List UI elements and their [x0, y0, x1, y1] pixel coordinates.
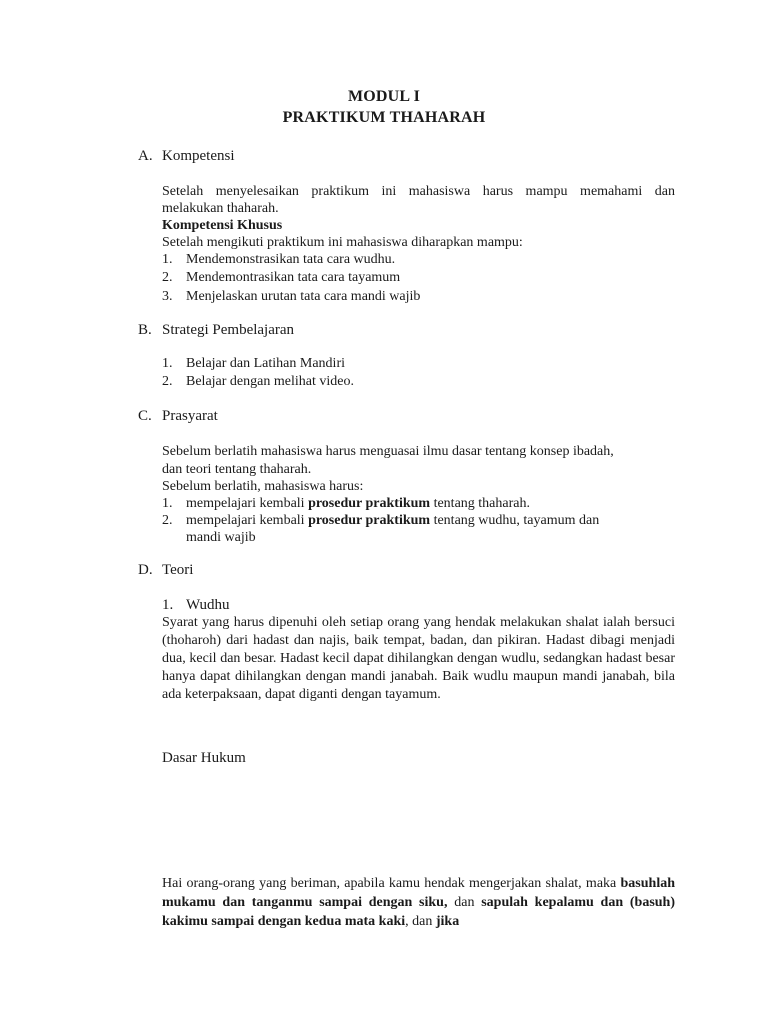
list-item: Mendemontrasikan tata cara tayamum — [186, 270, 401, 285]
kompetensi-khusus-heading: Kompetensi Khusus — [162, 218, 283, 233]
list-item-number: 2. — [162, 513, 173, 528]
translation-emphasis: basuhlah mukamu dan tanganmu sampai dengan siku, — [162, 876, 675, 910]
list-item-number: 2. — [162, 374, 173, 389]
section-c-title: Prasyarat — [162, 408, 218, 424]
section-d-title: Teori — [162, 562, 194, 578]
list-item-number: 1. — [162, 356, 173, 371]
list-item-text: tentang wudhu, tayamum dan — [430, 513, 600, 528]
section-b-number: B. — [138, 322, 152, 338]
list-item-emphasis: prosedur praktikum — [308, 496, 431, 511]
wudhu-paragraph: Syarat yang harus dipenuhi oleh setiap orang yang hendak melakukan shalat ialah bersuci (thoharoh) dari hadast dan najis, baik tempat, badan, dan pikiran. Hadast dibagi menjadi dua, kecil dan besar. Hadast kecil dapat dihilangkan dengan wudlu, sedangkan hadast besar hanya dapat dihilangkan dengan mandi janabah. Baik wudlu maupun mandi janabah, bila ada keterpaksaan, dapat diganti dengan tayamum. — [162, 615, 675, 702]
kompetensi-khusus-intro: Setelah mengikuti praktikum ini mahasiswa diharapkan mampu: — [162, 235, 523, 250]
translation-text: dan — [447, 895, 482, 910]
list-item: Belajar dan Latihan Mandiri — [186, 356, 345, 371]
list-item — [186, 512, 599, 529]
list-item-number: 1. — [162, 496, 173, 511]
list-item — [186, 495, 530, 512]
subsection-number: 1. — [162, 597, 174, 613]
section-a-paragraph-line1: Setelah menyelesaikan praktikum ini mahasiswa harus mampu memahami dan — [162, 184, 675, 199]
section-c-intro: Sebelum berlatih, mahasiswa harus: — [162, 479, 364, 494]
translation-text: Hai orang-orang yang beriman, apabila kamu hendak mengerjakan shalat, maka — [162, 876, 621, 891]
list-item-text: mempelajari kembali — [186, 513, 309, 528]
translation-emphasis: jika — [435, 914, 460, 929]
section-c-number: C. — [138, 408, 152, 424]
module-subtitle: PRAKTIKUM THAHARAH — [282, 109, 486, 126]
section-a-number: A. — [138, 148, 153, 164]
list-item: Menjelaskan urutan tata cara mandi wajib — [186, 289, 421, 304]
translation-emphasis: sapulah kepalamu dan (basuh) kakimu sampai dengan kedua mata kaki — [162, 895, 676, 929]
list-item-number: 2. — [162, 270, 173, 285]
list-item: Belajar dengan melihat video. — [186, 374, 354, 389]
translation-text: , dan — [405, 914, 436, 929]
verse-translation — [162, 874, 675, 931]
list-item-continuation: mandi wajib — [186, 530, 256, 545]
section-a-title: Kompetensi — [162, 148, 235, 164]
section-b-title: Strategi Pembelajaran — [162, 322, 295, 338]
module-title: MODUL I — [347, 88, 421, 105]
list-item-number: 3. — [162, 289, 173, 304]
list-item-emphasis: prosedur praktikum — [308, 513, 431, 528]
section-d-number: D. — [138, 562, 153, 578]
section-c-paragraph-line1: Sebelum berlatih mahasiswa harus menguasai ilmu dasar tentang konsep ibadah, — [162, 444, 614, 459]
list-item: Mendemonstrasikan tata cara wudhu. — [186, 252, 396, 267]
list-item-text: tentang thaharah. — [430, 496, 530, 511]
list-item-number: 1. — [162, 252, 173, 267]
subsection-title-wudhu: Wudhu — [186, 597, 230, 613]
section-c-paragraph-line2: dan teori tentang thaharah. — [162, 462, 312, 477]
section-a-paragraph-line2: melakukan thaharah. — [162, 201, 279, 216]
list-item-text: mempelajari kembali — [186, 496, 309, 511]
dasar-hukum-heading: Dasar Hukum — [162, 750, 246, 766]
